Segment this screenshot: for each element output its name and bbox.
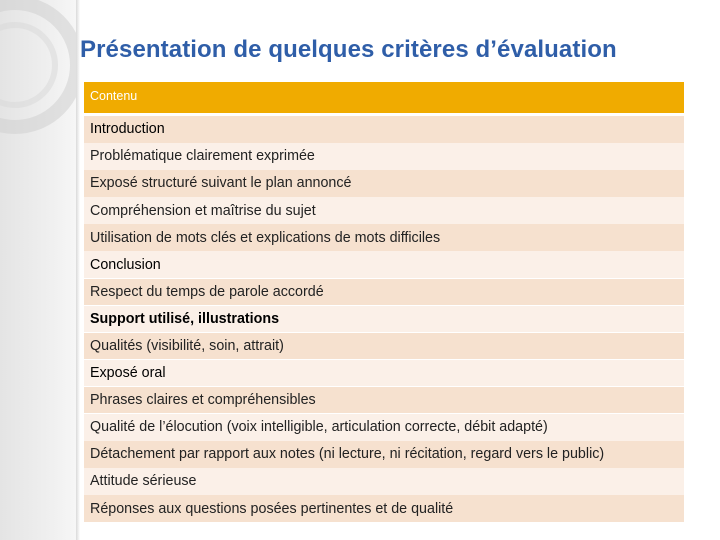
section-row-conclusion: Conclusion xyxy=(84,251,684,278)
table-row: Qualité de l’élocution (voix intelligible, articulation correcte, débit adapté) xyxy=(84,414,684,441)
table-row: Réponses aux questions posées pertinentes et de qualité xyxy=(84,495,684,522)
decorative-circles xyxy=(0,0,80,200)
table-row: Problématique clairement exprimée xyxy=(84,143,684,170)
table-row: Utilisation de mots clés et explications de mots difficiles xyxy=(84,224,684,251)
table-row: Qualités (visibilité, soin, attrait) xyxy=(84,333,684,360)
criteria-table xyxy=(84,82,684,522)
table-row: Exposé structuré suivant le plan annoncé xyxy=(84,170,684,197)
table-header: Contenu xyxy=(84,82,684,113)
band-edge xyxy=(76,0,80,540)
section-row-support: Support utilisé, illustrations xyxy=(84,306,684,333)
table-row: Détachement par rapport aux notes (ni lecture, ni récitation, regard vers le public) xyxy=(84,441,684,468)
decorative-side-band xyxy=(0,0,80,540)
section-row-introduction: Introduction xyxy=(84,116,684,143)
slide-title: Présentation de quelques critères d’évaluation xyxy=(80,36,617,63)
table-row: Respect du temps de parole accordé xyxy=(84,279,684,306)
table-row: Phrases claires et compréhensibles xyxy=(84,387,684,414)
table-row: Compréhension et maîtrise du sujet xyxy=(84,197,684,224)
section-row-expose-oral: Exposé oral xyxy=(84,360,684,387)
table-row: Attitude sérieuse xyxy=(84,468,684,495)
